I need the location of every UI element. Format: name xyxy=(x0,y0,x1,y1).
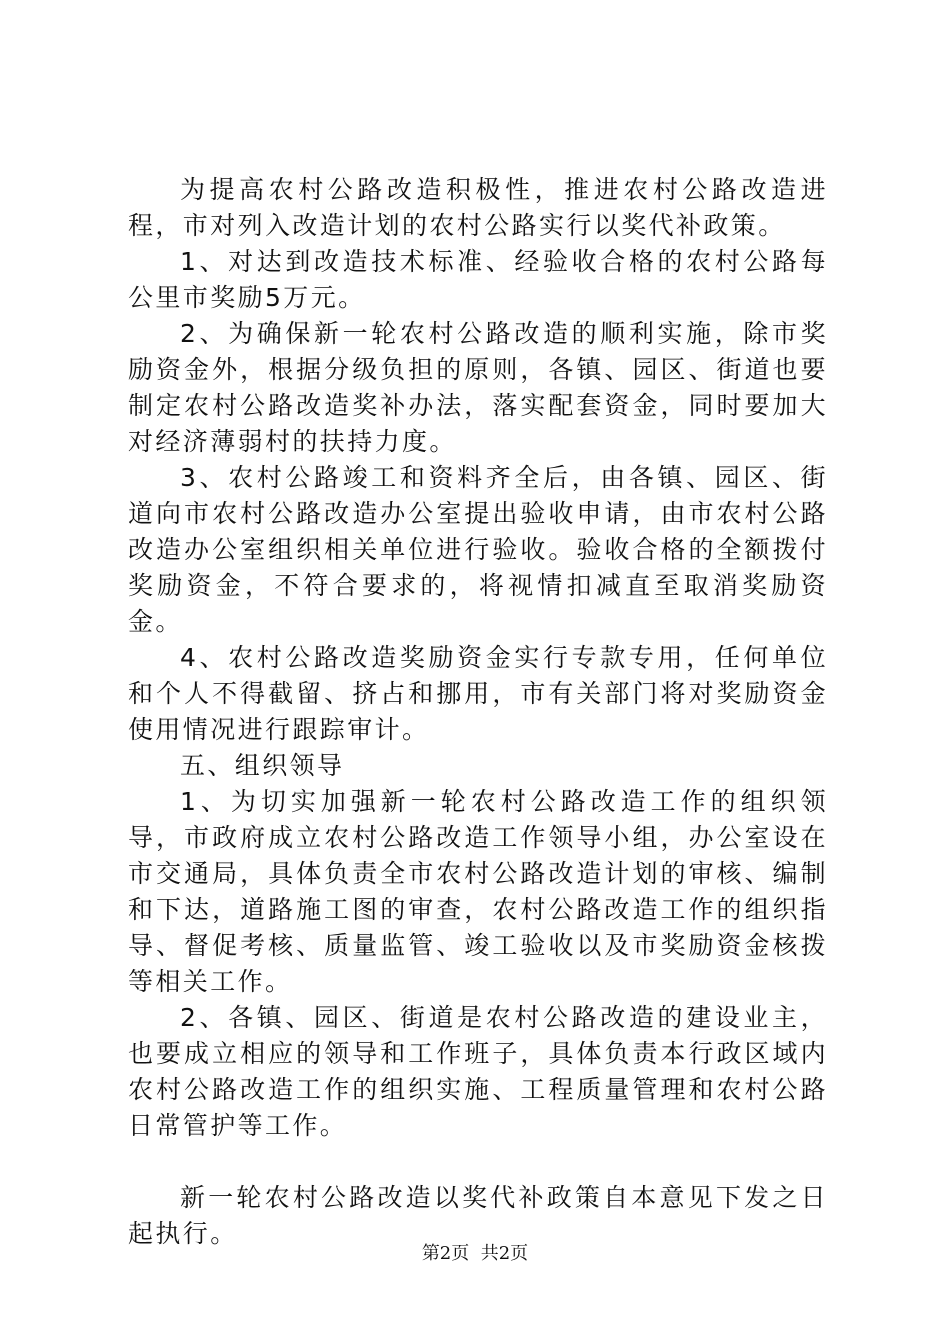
section-heading: 五、组织领导 xyxy=(180,751,345,780)
page-footer xyxy=(0,1242,950,1266)
page-number: 第2页 xyxy=(421,1243,470,1264)
paragraph-section-item-1: 1、为切实加强新一轮农村公路改造工作的组织领导，市政府成立农村公路改造工作领导小组，办公室设在市交通局，具体负责全市农村公路改造计划的审核、编制和下达，道路施工图的审查，农村公路改造工作的组织指导、督促考核、质量监管、竣工验收以及市奖励资金核拨等相关工作。 xyxy=(128,787,828,996)
paragraph-section-item-2: 2、各镇、园区、街道是农村公路改造的建设业主，也要成立相应的领导和工作班子，具体负责本行政区域内农村公路改造工作的组织实施、工程质量管理和农村公路日常管护等工作。 xyxy=(128,1003,828,1140)
paragraph-closing: 新一轮农村公路改造以奖代补政策自本意见下发之日起执行。 xyxy=(128,1183,828,1248)
paragraph-item-1: 1、对达到改造技术标准、经验收合格的农村公路每公里市奖励5万元。 xyxy=(128,247,828,312)
footer-spacer xyxy=(469,1243,480,1264)
paragraph-intro: 为提高农村公路改造积极性，推进农村公路改造进程，市对列入改造计划的农村公路实行以奖代补政策。 xyxy=(128,175,828,240)
paragraph-item-2: 2、为确保新一轮农村公路改造的顺利实施，除市奖励资金外，根据分级负担的原则，各镇、园区、街道也要制定农村公路改造奖补办法，落实配套资金，同时要加大对经济薄弱村的扶持力度。 xyxy=(128,319,828,456)
paragraph-item-3: 3、农村公路竣工和资料齐全后，由各镇、园区、街道向市农村公路改造办公室提出验收申请，由市农村公路改造办公室组织相关单位进行验收。验收合格的全额拨付奖励资金，不符合要求的，将视情扣减直至取消奖励资金。 xyxy=(128,463,828,636)
page-total: 共2页 xyxy=(480,1243,529,1264)
paragraph-item-4: 4、农村公路改造奖励资金实行专款专用，任何单位和个人不得截留、挤占和挪用，市有关部门将对奖励资金使用情况进行跟踪审计。 xyxy=(128,643,828,744)
document-body xyxy=(128,172,828,1252)
